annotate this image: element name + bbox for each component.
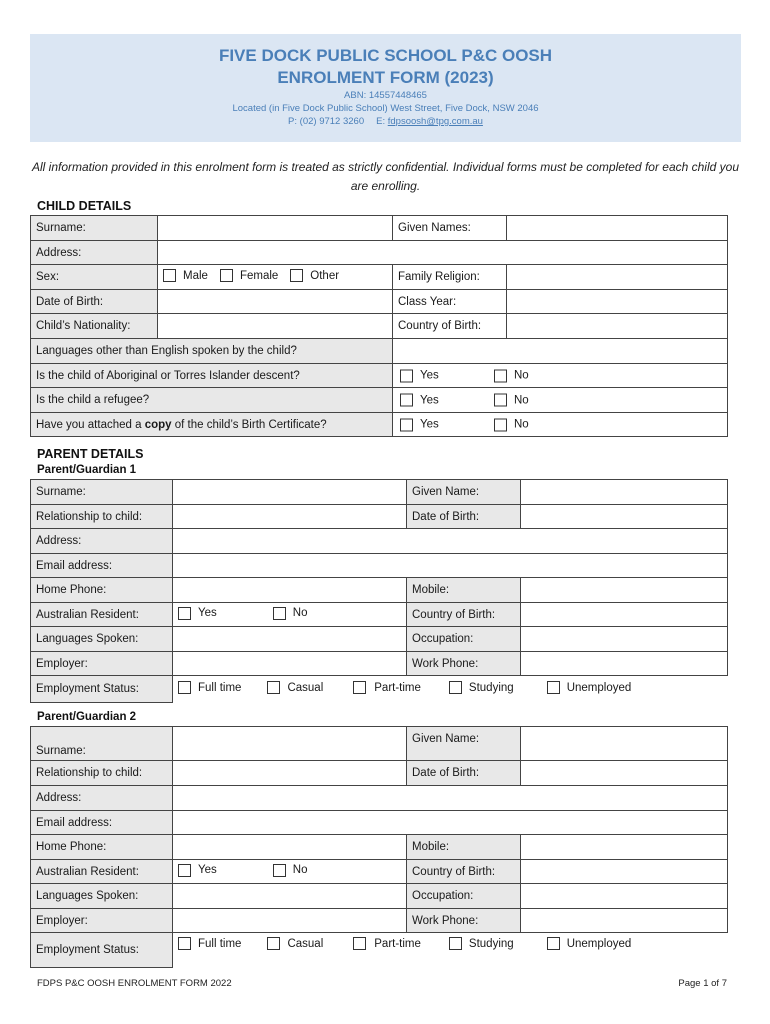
no-checkbox[interactable] (494, 369, 507, 382)
birth-cert-text-1: Have you attached a (36, 418, 145, 431)
parttime-label: Part-time (374, 937, 421, 950)
g1-languages-label: Languages Spoken: (31, 627, 173, 652)
confidentiality-notice: All information provided in this enrolment form is treated as strictly confidential. Individual forms must be completed for each child you are enrolling. (32, 160, 739, 193)
g2-home-phone-field[interactable] (173, 835, 407, 860)
yes-checkbox[interactable] (400, 418, 413, 431)
child-country-of-birth-label: Country of Birth: (393, 314, 507, 339)
aboriginal-yes-option[interactable] (400, 369, 439, 382)
g2-occupation-field[interactable] (521, 884, 728, 909)
refugee-no-option[interactable] (494, 394, 529, 407)
form-title: ENROLMENT FORM (2023) (277, 68, 494, 87)
child-sex-label: Sex: (31, 265, 158, 290)
g2-country-of-birth-field[interactable] (521, 860, 728, 884)
table-row (31, 314, 728, 339)
birth-cert-yes-no (393, 413, 728, 437)
g2-relationship-field[interactable] (173, 761, 407, 786)
aboriginal-question: Is the child of Aboriginal or Torres Islander descent? (31, 364, 393, 388)
g1-surname-field[interactable] (173, 480, 407, 505)
child-given-names-field[interactable] (507, 216, 728, 241)
female-checkbox[interactable] (220, 269, 233, 282)
g2-resident-no-option[interactable] (273, 864, 308, 877)
g2-work-phone-label: Work Phone: (407, 909, 521, 933)
no-label: No (514, 369, 529, 382)
yes-label: Yes (420, 369, 439, 382)
birth-cert-question (31, 413, 393, 437)
table-row (31, 505, 728, 529)
guardian-1-heading: Parent/Guardian 1 (37, 464, 137, 476)
yes-checkbox[interactable] (178, 607, 191, 620)
no-label: No (292, 607, 308, 619)
table-row (31, 727, 728, 761)
table-row (31, 786, 728, 811)
yes-label: Yes (420, 394, 439, 406)
refugee-question: Is the child a refugee? (31, 388, 393, 413)
g2-work-phone-field[interactable] (521, 909, 728, 933)
g1-relationship-field[interactable] (173, 505, 407, 529)
table-row (31, 761, 728, 786)
g2-unemployed-option[interactable] (547, 937, 632, 950)
child-nationality-field[interactable] (158, 314, 393, 339)
g2-surname-label: Surname: (31, 727, 173, 761)
form-header (30, 34, 741, 142)
sex-other-option[interactable] (290, 269, 339, 282)
school-title: FIVE DOCK PUBLIC SCHOOL P&C OOSH (218, 46, 553, 65)
g1-unemployed-option[interactable] (547, 681, 632, 694)
fulltime-checkbox[interactable] (178, 681, 191, 694)
child-address-field[interactable] (158, 241, 728, 265)
g1-parttime-option[interactable] (353, 681, 421, 694)
fulltime-checkbox[interactable] (178, 937, 191, 950)
g1-given-name-label: Given Name: (407, 480, 521, 505)
g1-dob-field[interactable] (521, 505, 728, 529)
class-year-label: Class Year: (393, 290, 507, 314)
child-dob-label: Date of Birth: (31, 290, 158, 314)
refugee-yes-no (393, 388, 728, 413)
g1-employer-label: Employer: (31, 652, 173, 676)
g2-aus-resident-options (173, 860, 407, 884)
child-nationality-label: Child’s Nationality: (31, 314, 158, 339)
g2-employer-field[interactable] (173, 909, 407, 933)
g2-employment-status-label: Employment Status: (31, 933, 173, 968)
casual-label: Casual (287, 681, 324, 694)
parttime-checkbox[interactable] (353, 681, 366, 694)
refugee-yes-option[interactable] (400, 394, 439, 407)
table-row (31, 290, 728, 314)
g2-surname-field[interactable] (173, 727, 407, 761)
languages-field[interactable] (393, 339, 728, 364)
email-label: E: (376, 116, 386, 127)
female-label: Female (239, 269, 279, 282)
footer-form-name: FDPS P&C OOSH ENROLMENT FORM 2022 (37, 978, 232, 989)
table-row (31, 627, 728, 652)
g1-resident-no-option[interactable] (273, 607, 308, 620)
sex-male-option[interactable] (163, 269, 208, 282)
location: Located (in Five Dock Public School) West Street, Five Dock, NSW 2046 (232, 103, 539, 114)
g1-home-phone-field[interactable] (173, 578, 407, 603)
no-checkbox[interactable] (273, 864, 286, 877)
aboriginal-no-option[interactable] (494, 369, 529, 382)
child-surname-field[interactable] (158, 216, 393, 241)
g2-languages-label: Languages Spoken: (31, 884, 173, 909)
table-row (31, 860, 728, 884)
table-row (31, 241, 728, 265)
casual-checkbox[interactable] (267, 937, 280, 950)
yes-checkbox[interactable] (400, 394, 413, 407)
table-row (31, 413, 728, 437)
contact-line (30, 115, 741, 128)
other-checkbox[interactable] (290, 269, 303, 282)
birth-cert-yes-option[interactable] (400, 418, 439, 431)
g2-relationship-label: Relationship to child: (31, 761, 173, 786)
g2-aus-resident-label: Australian Resident: (31, 860, 173, 884)
g2-email-field[interactable] (173, 811, 728, 835)
g2-fulltime-option[interactable] (178, 937, 241, 950)
birth-cert-text-2: of the child’s Birth Certificate? (171, 418, 327, 431)
g2-casual-option[interactable] (267, 937, 323, 950)
g1-resident-yes-option[interactable] (178, 607, 217, 620)
g2-address-field[interactable] (173, 786, 728, 811)
table-row (31, 529, 728, 554)
footer-page-number: Page 1 of 7 (678, 978, 727, 989)
studying-label: Studying (468, 681, 514, 694)
parttime-checkbox[interactable] (353, 937, 366, 950)
yes-checkbox[interactable] (178, 864, 191, 877)
table-row (31, 884, 728, 909)
child-surname-label: Surname: (31, 216, 158, 241)
table-row (31, 265, 728, 290)
g2-country-of-birth-label: Country of Birth: (407, 860, 521, 884)
child-country-of-birth-field[interactable] (507, 314, 728, 339)
g2-dob-label: Date of Birth: (407, 761, 521, 786)
table-row (31, 603, 728, 627)
table-row (31, 909, 728, 933)
birth-cert-no-option[interactable] (494, 418, 529, 431)
g2-given-name-field[interactable] (521, 727, 728, 761)
fulltime-label: Full time (198, 937, 242, 950)
other-label: Other (310, 269, 340, 282)
g1-occupation-field[interactable] (521, 627, 728, 652)
g1-casual-option[interactable] (267, 681, 323, 694)
male-checkbox[interactable] (163, 269, 176, 282)
g1-address-label: Address: (31, 529, 173, 554)
child-sex-options (158, 265, 393, 290)
no-checkbox[interactable] (273, 607, 286, 620)
family-religion-label: Family Religion: (393, 265, 507, 290)
child-address-label: Address: (31, 241, 158, 265)
g1-fulltime-option[interactable] (178, 681, 241, 694)
g2-parttime-option[interactable] (353, 937, 421, 950)
yes-label: Yes (198, 607, 217, 619)
table-row (31, 652, 728, 676)
g1-given-name-field[interactable] (521, 480, 728, 505)
g1-aus-resident-label: Australian Resident: (31, 603, 173, 627)
guardian-2-heading: Parent/Guardian 2 (37, 711, 137, 723)
child-given-names-label: Given Names: (393, 216, 507, 241)
no-label: No (514, 418, 529, 431)
parttime-label: Part-time (374, 681, 421, 694)
g2-given-name-label: Given Name: (407, 727, 521, 761)
unemployed-label: Unemployed (566, 681, 632, 694)
table-row (31, 676, 728, 703)
g1-work-phone-field[interactable] (521, 652, 728, 676)
g1-employer-field[interactable] (173, 652, 407, 676)
child-details-table (30, 215, 728, 437)
studying-label: Studying (468, 937, 514, 950)
g1-languages-field[interactable] (173, 627, 407, 652)
phone: P: (02) 9712 3260 (288, 116, 365, 127)
g2-languages-field[interactable] (173, 884, 407, 909)
family-religion-field[interactable] (507, 265, 728, 290)
g1-email-field[interactable] (173, 554, 728, 578)
abn: ABN: 14557448465 (344, 90, 427, 101)
g1-country-of-birth-field[interactable] (521, 603, 728, 627)
unemployed-checkbox[interactable] (547, 681, 560, 694)
guardian-2-table (30, 726, 728, 968)
table-row (31, 578, 728, 603)
table-row (31, 216, 728, 241)
table-row (31, 480, 728, 505)
g2-studying-option[interactable] (449, 937, 514, 950)
g2-mobile-field[interactable] (521, 835, 728, 860)
table-row (31, 339, 728, 364)
child-details-heading: CHILD DETAILS (37, 199, 132, 213)
yes-label: Yes (198, 864, 217, 876)
g2-dob-field[interactable] (521, 761, 728, 786)
yes-label: Yes (420, 418, 439, 431)
no-checkbox[interactable] (494, 418, 507, 431)
guardian-1-table (30, 479, 728, 703)
table-row (31, 554, 728, 578)
g1-work-phone-label: Work Phone: (407, 652, 521, 676)
unemployed-checkbox[interactable] (547, 937, 560, 950)
g1-dob-label: Date of Birth: (407, 505, 521, 529)
languages-question: Languages other than English spoken by the child? (31, 339, 393, 364)
table-row (31, 811, 728, 835)
studying-checkbox[interactable] (449, 681, 462, 694)
g2-email-label: Email address: (31, 811, 173, 835)
g1-country-of-birth-label: Country of Birth: (407, 603, 521, 627)
no-label: No (292, 864, 308, 876)
table-row (31, 388, 728, 413)
g2-occupation-label: Occupation: (407, 884, 521, 909)
g1-employment-status-label: Employment Status: (31, 676, 173, 703)
g1-mobile-label: Mobile: (407, 578, 521, 603)
yes-checkbox[interactable] (400, 369, 413, 382)
table-row (31, 835, 728, 860)
g1-address-field[interactable] (173, 529, 728, 554)
casual-label: Casual (287, 937, 324, 950)
g2-address-label: Address: (31, 786, 173, 811)
casual-checkbox[interactable] (267, 681, 280, 694)
male-label: Male (183, 269, 208, 282)
no-checkbox[interactable] (494, 394, 507, 407)
table-row (31, 364, 728, 388)
child-dob-field[interactable] (158, 290, 393, 314)
g1-aus-resident-options (173, 603, 407, 627)
aboriginal-yes-no (393, 364, 728, 388)
fulltime-label: Full time (198, 681, 242, 694)
g2-employer-label: Employer: (31, 909, 173, 933)
g2-resident-yes-option[interactable] (178, 864, 217, 877)
table-row (31, 933, 728, 968)
unemployed-label: Unemployed (566, 937, 632, 950)
g1-studying-option[interactable] (449, 681, 514, 694)
email-link[interactable]: fdpsoosh@tpg.com.au (387, 116, 483, 127)
g1-mobile-field[interactable] (521, 578, 728, 603)
sex-female-option[interactable] (220, 269, 278, 282)
g1-relationship-label: Relationship to child: (31, 505, 173, 529)
g2-home-phone-label: Home Phone: (31, 835, 173, 860)
g1-home-phone-label: Home Phone: (31, 578, 173, 603)
g2-mobile-label: Mobile: (407, 835, 521, 860)
g1-occupation-label: Occupation: (407, 627, 521, 652)
no-label: No (514, 394, 529, 406)
studying-checkbox[interactable] (449, 937, 462, 950)
g1-email-label: Email address: (31, 554, 173, 578)
parent-details-heading: PARENT DETAILS (37, 447, 144, 461)
g2-employment-status-options (173, 933, 728, 968)
class-year-field[interactable] (507, 290, 728, 314)
birth-cert-text-bold: copy (144, 418, 172, 431)
g1-surname-label: Surname: (31, 480, 173, 505)
g1-employment-status-options (173, 676, 728, 703)
